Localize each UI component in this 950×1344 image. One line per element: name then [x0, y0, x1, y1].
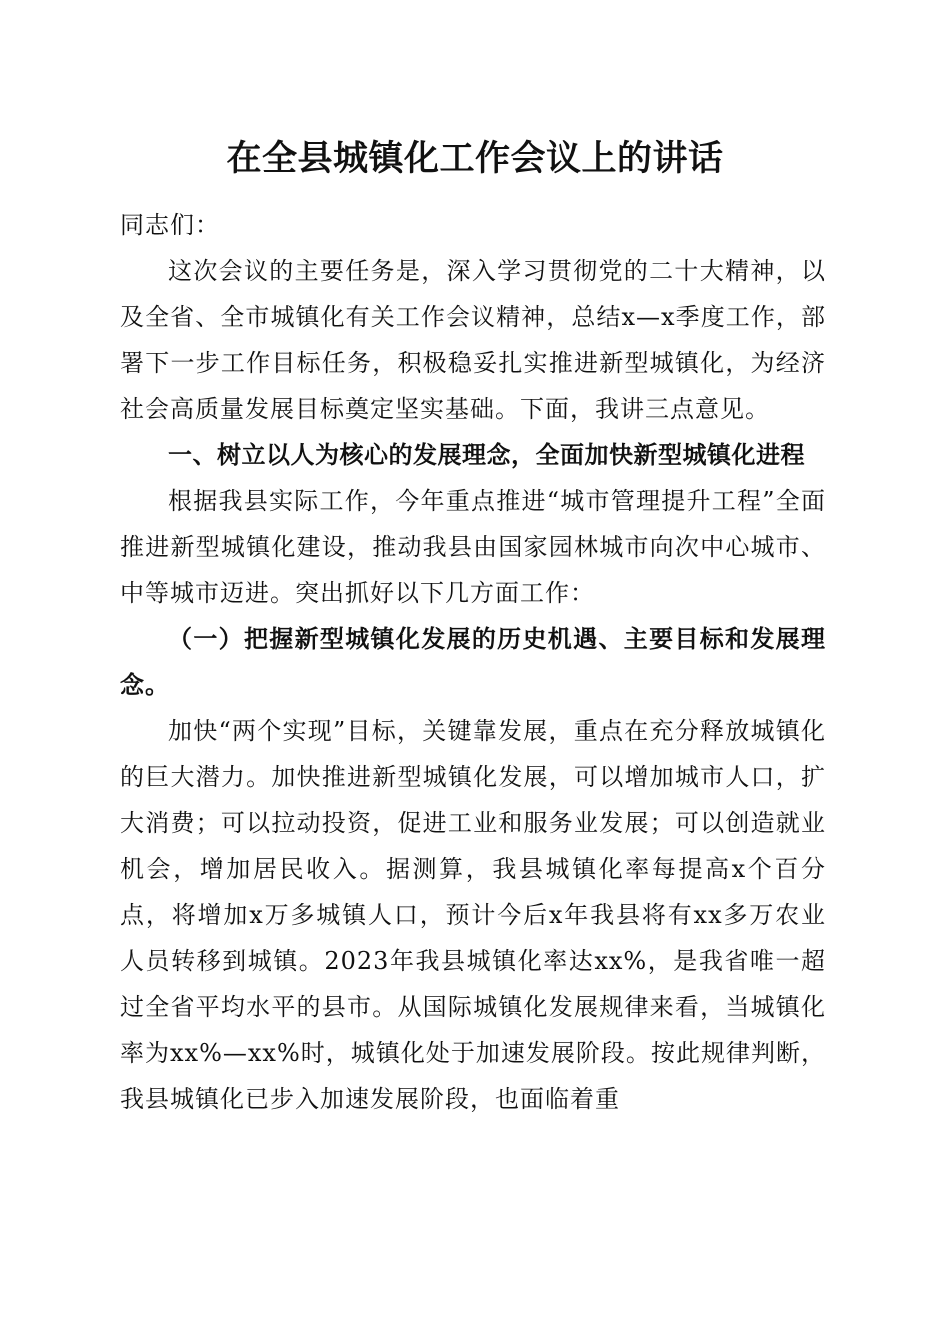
paragraph-subsection-1: 加快“两个实现”目标，关键靠发展，重点在充分释放城镇化的巨大潜力。加快推进新型城镇化发展，可以增加城市人口，扩大消费；可以拉动投资，促进工业和服务业发展；可以创造就业机会，增加居民收入。据测算，我县城镇化率每提高x个百分点，将增加x万多城镇人口，预计今后x年我县将有xx多万农业人员转移到城镇。2023年我县城镇化率达xx%，是我省唯一超过全省平均水平的县市。从国际城镇化发展规律来看，当城镇化率为xx%—xx%时，城镇化处于加速发展阶段。按此规律判断，我县城镇化已步入加速发展阶段，也面临着重: [120, 717, 826, 1113]
paragraph-section-1: 根据我县实际工作，今年重点推进“城市管理提升工程”全面推进新型城镇化建设，推动我县由国家园林城市向次中心城市、中等城市迈进。突出抓好以下几方面工作：: [120, 487, 826, 607]
paragraph-intro: 这次会议的主要任务是，深入学习贯彻党的二十大精神，以及全省、全市城镇化有关工作会议精神，总结x—x季度工作，部署下一步工作目标任务，积极稳妥扎实推进新型城镇化，为经济社会高质量发展目标奠定坚实基础。下面，我讲三点意见。: [120, 257, 826, 423]
document-body: [120, 202, 826, 1122]
subsection-heading-1: （一）把握新型城镇化发展的历史机遇、主要目标和发展理念。: [120, 624, 826, 699]
document-title: 在全县城镇化工作会议上的讲话: [226, 139, 724, 179]
section-heading-1: 一、树立以人为核心的发展理念，全面加快新型城镇化进程: [168, 441, 805, 469]
salutation: 同志们：: [120, 211, 220, 239]
